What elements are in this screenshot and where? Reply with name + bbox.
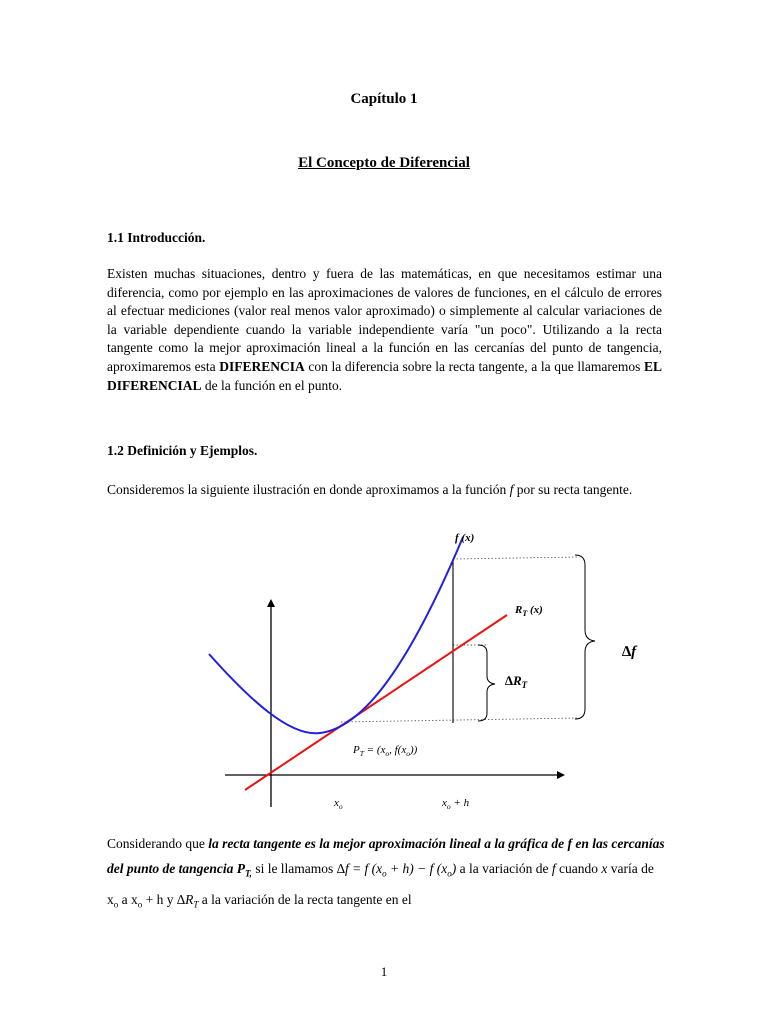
chapter-title: El Concepto de Diferencial (298, 155, 470, 171)
definition-paragraph: Consideremos la siguiente ilustración en donde aproximamos a la función f por su recta tangente. (107, 482, 633, 497)
delta-rt-label: $\Delta R_T$ (505, 673, 528, 690)
brace-delta-rt (478, 645, 495, 721)
closing-paragraph: Considerando que la recta tangente es la mejor aproximación lineal a la gráfica de f en las cercanías del punto de tangencia $P_{T,}$ si le llamamos ∆f = f $(x_o + h) - f$ $(x_o)$ a la variación de f cuando x varía de $x_o$ a $x_o + h$ y $\Delta R_T$ a la variación de la recta tangente en el (107, 836, 665, 910)
brace-delta-f (575, 555, 595, 719)
rt-label: $R_T$ (x) (515, 604, 543, 618)
fx-label: f (x) (455, 532, 475, 544)
bold-diferencia: DIFERENCIA (219, 358, 305, 374)
section-heading-intro: 1.1 Introducción. (107, 230, 206, 245)
function-curve (209, 537, 463, 733)
x-axis-arrow (557, 771, 565, 779)
pt-label: $P_T = (x_o$, $f(x_o)$) (353, 744, 418, 758)
delta-f-label: ∆f (622, 644, 637, 660)
intro-paragraph: Existen muchas situaciones, dentro y fuera de las matemáticas, en que necesitamos estimar una diferencia, como por ejemplo en las aproximaciones de valores de funciones, en el cálculo de errores al efectuar mediciones (valor real menos valor aproximado) o simplemente al calcular variaciones de la variable dependiente cuando la variable independiente varía "un poco". Utilizando a la recta tangente como la mejor aproximación lineal a la función en las cercanías del punto de tangencia, aproximaremos esta DIFERENCIA con la diferencia sobre la recta tangente, a la que llamaremos EL DIFERENCIAL de la función en el punto. (107, 266, 662, 393)
tangent-diagram (195, 525, 655, 820)
page-number: 1 (380, 964, 388, 979)
y-axis-arrow (267, 599, 275, 607)
x0h-tick-label: $x_o + h$ (442, 797, 470, 811)
tangent-figure (195, 525, 655, 820)
tangent-line (245, 615, 507, 790)
guide-bottom (341, 718, 578, 722)
bold-el-diferencial: EL DIFERENCIAL (107, 358, 662, 393)
delta-f-formula: ∆f = f $(x_o + h) - f$ $(x_o)$ (336, 861, 457, 879)
chapter-heading: Capítulo 1 (350, 91, 418, 107)
section-heading-definition: 1.2 Definición y Ejemplos. (107, 443, 258, 458)
x0-tick-label: $x_o$ (334, 797, 343, 811)
guide-top (453, 557, 578, 559)
